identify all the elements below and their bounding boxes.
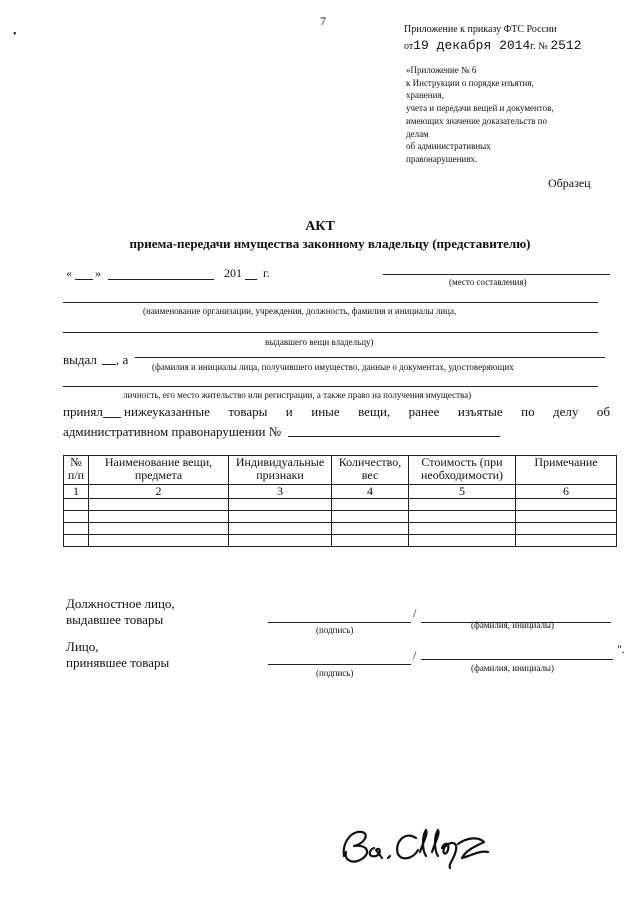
appendix-date-stamp: 19 декабря 2014 (413, 38, 531, 53)
date-close-quote: » (95, 266, 101, 280)
column-number: 1 (64, 485, 89, 499)
recipient-slash: / (413, 648, 417, 662)
recipient-field-2[interactable] (63, 386, 598, 387)
case-line: административном правонарушении № (63, 424, 282, 439)
table-row[interactable] (64, 535, 617, 547)
recipient-field[interactable] (135, 357, 605, 358)
scan-mark: • (13, 29, 17, 40)
recipient-line-2: принявшее товары (66, 655, 170, 670)
official-label (66, 596, 175, 628)
page-number: 7 (320, 14, 326, 28)
recipient-caption: (фамилия и инициалы лица, получившего имущество, данные о документах, удостоверяющих (152, 362, 514, 372)
appendix-date-line (404, 38, 582, 53)
instruction-note (406, 64, 554, 166)
place-field[interactable] (383, 274, 610, 275)
recipient-name-caption: (фамилия, инициалы) (471, 663, 554, 673)
column-number: 4 (332, 485, 409, 499)
table-row (64, 485, 617, 499)
items-table (63, 455, 617, 547)
date-open-quote: « (66, 266, 72, 280)
appendix-year-suffix: г. (530, 41, 536, 52)
appendix-line: Приложение к приказу ФТС России (404, 24, 557, 35)
year-field[interactable] (245, 279, 257, 280)
header-quantity: Количество, вес (332, 456, 409, 485)
note-line: правонарушениях. (406, 153, 478, 164)
issued-by-caption: выдавшего вещи владельцу) (265, 337, 374, 347)
page-subtitle: приема-передачи имущества законному владельцу (представителю) (129, 236, 531, 251)
header-features: Индивидуальные признаки (229, 456, 332, 485)
header-note: Примечание (516, 456, 617, 485)
received-label: принял (63, 404, 103, 419)
official-line-2: выдавшее товары (66, 612, 164, 627)
case-number-field[interactable] (288, 436, 500, 437)
day-field[interactable] (75, 279, 93, 280)
recipient-name-field[interactable] (421, 659, 613, 660)
recipient-label (66, 639, 169, 671)
note-line: хранения, (406, 90, 444, 101)
note-line: имеющих значение доказательств по (406, 115, 548, 126)
official-signature-field[interactable] (268, 622, 411, 623)
official-slash: / (413, 606, 417, 620)
recipient-line-1: Лицо, (66, 639, 99, 654)
organization-field-2[interactable] (63, 332, 598, 333)
column-number: 3 (229, 485, 332, 499)
issued-label: выдал (63, 352, 97, 367)
closing-quote: ". (617, 642, 625, 656)
sample-label: Образец (548, 176, 591, 190)
table-row[interactable] (64, 499, 617, 511)
header-value: Стоимость (при необходимости) (409, 456, 516, 485)
column-number: 6 (516, 485, 617, 499)
identity-caption: личность, его место жительство или регистрации, а также право на получения имущества) (123, 390, 472, 400)
organization-caption: (наименование организации, учреждения, должность, фамилия и инициалы лица, (143, 306, 457, 316)
appendix-number-stamp: 2512 (550, 38, 582, 53)
recipient-signature-field[interactable] (268, 664, 411, 665)
place-caption: (место составления) (449, 277, 527, 287)
issued-field[interactable] (102, 364, 116, 365)
note-line: учета и передачи вещей и документов, (406, 103, 554, 114)
note-line: к Инструкции о порядке изъятия, (406, 77, 534, 88)
date-year-suffix: г. (263, 266, 270, 280)
header-number: № п/п (64, 456, 89, 485)
official-name-caption: (фамилия, инициалы) (471, 620, 554, 630)
header-item-name: Наименование вещи, предмета (89, 456, 229, 485)
issued-separator: , а (116, 352, 129, 367)
appendix-from: от (404, 41, 414, 52)
received-text: нижеуказанные товары и иные вещи, ранее изъятые по делу об (124, 404, 610, 419)
note-line: об административных (406, 141, 491, 152)
handwritten-signature (338, 820, 498, 870)
table-row[interactable] (64, 511, 617, 523)
official-line-1: Должностное лицо, (66, 596, 175, 611)
official-signature-caption: (подпись) (316, 625, 354, 635)
organization-field[interactable] (63, 302, 598, 303)
page-title: АКТ (305, 219, 335, 234)
recipient-signature-caption: (подпись) (316, 668, 354, 678)
month-field[interactable] (108, 279, 214, 280)
column-number: 2 (89, 485, 229, 499)
table-header-row (64, 456, 617, 485)
appendix-number-label: № (538, 41, 548, 52)
column-number: 5 (409, 485, 516, 499)
note-line: «Приложение № 6 (406, 65, 477, 75)
note-line: делам (406, 128, 429, 139)
received-field[interactable] (103, 417, 121, 418)
date-year: 201 (224, 266, 242, 280)
table-row[interactable] (64, 523, 617, 535)
